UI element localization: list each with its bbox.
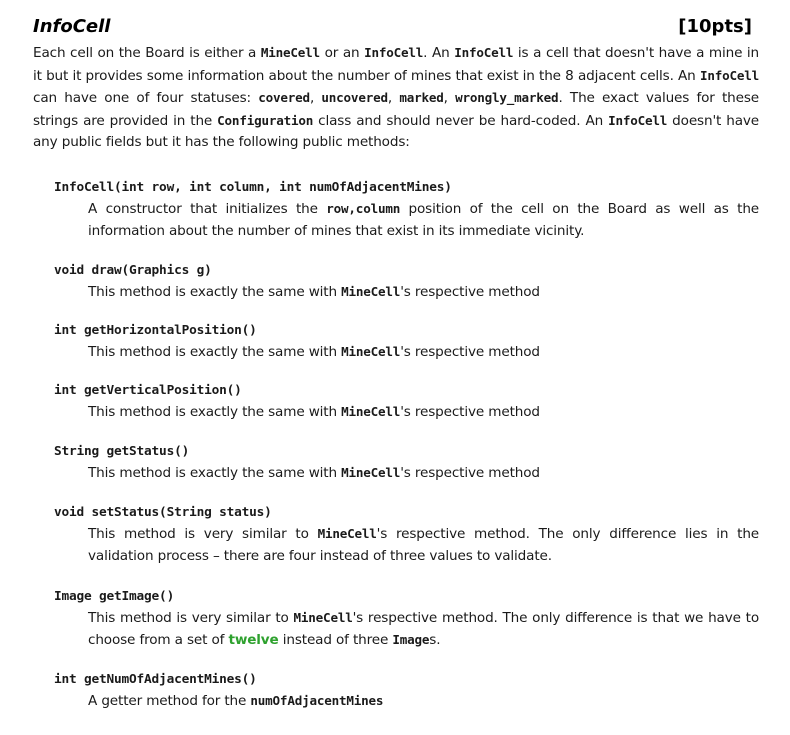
code-row-column: row,column [326, 201, 401, 216]
intro-text: Each cell on the Board is either a [33, 45, 261, 61]
desc-text: instead of three [278, 632, 393, 648]
desc-text: This method is exactly the same with [88, 344, 342, 360]
status-uncovered: uncovered [321, 90, 388, 105]
method-description [88, 607, 759, 651]
desc-text: 's respective method [400, 284, 540, 300]
method-get-horizontal-position [54, 321, 759, 363]
separator: , [309, 90, 322, 106]
desc-text: This method is exactly the same with [88, 404, 342, 420]
method-description [88, 523, 759, 567]
intro-text: is a cell that doesn't have a mine in it but it provides some information about the number of mines that exist in the 8 adjacent cells. An [33, 45, 760, 84]
intro-text: class and should never be hard-coded. An [313, 112, 609, 129]
method-get-status [54, 442, 759, 484]
code-configuration: Configuration [217, 112, 314, 128]
code-infocell: InfoCell [364, 45, 424, 60]
intro-text: . An [423, 45, 455, 61]
desc-text: 's respective method [400, 465, 540, 481]
status-covered: covered [258, 90, 310, 105]
section-header [33, 16, 752, 37]
method-description [88, 198, 759, 242]
code-infocell: InfoCell [454, 45, 514, 60]
desc-text: This method is exactly the same with [88, 284, 342, 300]
desc-text: A constructor that initializes the [88, 201, 327, 217]
code-num-of-adjacent-mines: numOfAdjacentMines [250, 693, 384, 708]
code-minecell: MineCell [260, 45, 320, 60]
code-minecell: MineCell [293, 610, 353, 625]
intro-paragraph [33, 42, 759, 154]
desc-text: 's respective method. The only difference lies in the validation process – there are four instead of three values to validate. [88, 526, 759, 564]
method-signature: String getStatus() [54, 444, 190, 459]
code-infocell: InfoCell [699, 67, 759, 83]
intro-text: doesn't have any public fields but it has the following public methods: [33, 112, 759, 150]
code-minecell: MineCell [341, 465, 401, 480]
code-minecell: MineCell [341, 284, 401, 299]
desc-text: This method is exactly the same with [88, 465, 342, 481]
section-title: InfoCell [33, 16, 111, 37]
method-constructor [54, 178, 759, 242]
desc-text: 's respective method [400, 344, 540, 360]
method-signature: InfoCell(int row, int column, int numOfAdjacentMines) [54, 180, 452, 195]
method-description [88, 281, 759, 303]
separator: , [443, 90, 456, 106]
code-infocell: InfoCell [608, 112, 668, 128]
method-signature: int getVerticalPosition() [54, 383, 242, 398]
method-description [88, 462, 759, 484]
method-description [88, 341, 759, 363]
points-label: [10pts] [678, 16, 752, 37]
desc-text: A getter method for the [88, 693, 251, 709]
desc-text: position of the cell on the Board as well as the information about the number of mines that exist in its immediate vicinity. [88, 201, 759, 239]
method-draw [54, 261, 759, 303]
code-minecell: MineCell [341, 404, 401, 419]
separator: , [387, 90, 400, 106]
method-get-num-of-adjacent-mines [54, 670, 759, 712]
method-description [88, 401, 759, 423]
intro-text: . The exact values for these strings are provided in the [33, 90, 760, 129]
intro-text: or an [319, 45, 365, 61]
method-signature: void draw(Graphics g) [54, 263, 212, 278]
highlight-twelve: twelve [228, 632, 279, 648]
method-signature: int getNumOfAdjacentMines() [54, 672, 257, 687]
method-get-vertical-position [54, 381, 759, 423]
method-signature: Image getImage() [54, 589, 175, 604]
desc-text: 's respective method [400, 404, 540, 420]
desc-text: 's respective method. The only difference is that we have to choose from a set of [88, 610, 759, 648]
desc-text: This method is very similar to [88, 610, 294, 626]
method-get-image [54, 587, 759, 651]
intro-text: can have one of four statuses: [33, 90, 259, 106]
desc-text: s. [429, 632, 441, 648]
code-minecell: MineCell [317, 526, 377, 541]
method-signature: void setStatus(String status) [54, 505, 272, 520]
method-signature: int getHorizontalPosition() [54, 323, 257, 338]
method-description [88, 690, 759, 712]
code-minecell: MineCell [341, 344, 401, 359]
code-image: Image [392, 632, 430, 647]
status-wrongly-marked: wrongly_marked [455, 90, 559, 105]
desc-text: This method is very similar to [88, 526, 318, 542]
status-marked: marked [399, 90, 444, 105]
method-set-status [54, 503, 759, 567]
